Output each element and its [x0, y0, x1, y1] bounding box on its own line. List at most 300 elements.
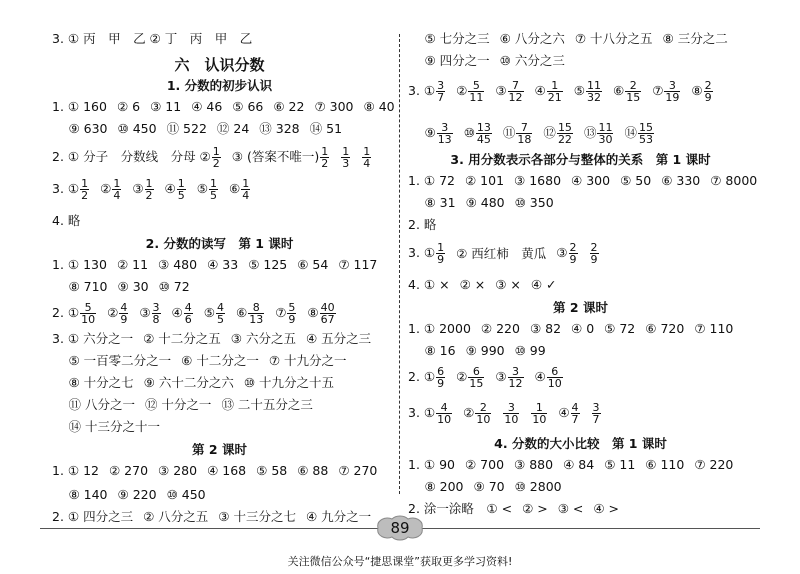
answer-item [52, 213, 80, 229]
answer-text: ⑤ 11 [604, 456, 636, 472]
fraction-denominator: 22 [557, 133, 572, 146]
answer-line [408, 320, 743, 337]
fraction [468, 366, 484, 389]
answer-text: ⑤ 72 [604, 320, 636, 336]
fraction-numerator: 1 [437, 241, 445, 254]
answer-text: ⑩ 350 [514, 194, 554, 210]
fraction-numerator: 7 [512, 79, 520, 92]
fraction-denominator: 2 [321, 157, 329, 170]
section-heading: 1. 分数的初步认识 [166, 78, 273, 93]
answer-text: ⑧ 40 [363, 98, 395, 114]
answer-text: ④ 33 [207, 256, 239, 272]
answer-item [297, 257, 328, 273]
fraction [503, 402, 519, 425]
answer-line [52, 178, 261, 201]
fraction-numerator: 11 [598, 121, 613, 134]
answer-item [593, 501, 619, 517]
answer-item [150, 99, 181, 115]
answer-text: ⑦ 8000 [710, 172, 758, 188]
fraction-denominator: 4 [363, 157, 371, 170]
answer-text: 4. 略 [52, 212, 81, 228]
answer-item [338, 257, 377, 273]
fraction [569, 242, 578, 265]
answer-text: ⑧ 710 [52, 278, 108, 294]
answer-line [408, 172, 767, 189]
answer-text: 3. ① [52, 181, 80, 196]
fraction [362, 146, 371, 169]
answer-item [172, 302, 194, 325]
fraction [704, 80, 713, 103]
fraction [112, 178, 121, 201]
answer-item [694, 321, 733, 337]
answer-item [248, 257, 287, 273]
answer-text: ⑦ [275, 305, 287, 320]
answer-line [408, 30, 738, 47]
answer-item [408, 479, 464, 495]
answer-item [165, 178, 187, 201]
answer-text: ② 270 [109, 462, 149, 478]
answer-item [314, 99, 353, 115]
answer-text: 1. ① 130 [52, 256, 107, 272]
answer-text: ④ [534, 83, 546, 98]
answer-item [408, 457, 455, 473]
fraction-numerator: 1 [113, 177, 121, 190]
answer-item [502, 402, 520, 425]
fraction [320, 146, 329, 169]
fraction-numerator: 7 [520, 121, 528, 134]
answer-text: ② [463, 405, 475, 420]
fraction [209, 178, 218, 201]
answer-item [495, 80, 524, 103]
answer-text: ④ 五分之三 [305, 330, 372, 346]
fraction-denominator: 4 [242, 189, 250, 202]
answer-text: ⑩ 72 [158, 278, 190, 294]
answer-line [52, 120, 352, 137]
answer-item [481, 321, 520, 337]
answer-text: ③ 480 [158, 256, 198, 272]
answer-text: ⑪ [502, 125, 516, 140]
fraction [436, 402, 452, 425]
answer-text: ⑧ 200 [408, 478, 464, 494]
fraction-numerator: 1 [363, 145, 371, 158]
answer-item [232, 99, 263, 115]
answer-text: ⑦ 110 [694, 320, 734, 336]
answer-text: ② 11 [116, 256, 149, 272]
fraction-numerator: 1 [145, 177, 153, 190]
answer-item [297, 463, 328, 479]
answer-item [645, 321, 684, 337]
fraction-numerator: 5 [472, 79, 480, 92]
fraction-numerator: 6 [551, 365, 559, 378]
answer-text: ④ [171, 305, 183, 320]
answer-item [556, 242, 578, 265]
answer-item [575, 31, 653, 47]
answer-item [663, 31, 728, 47]
fraction [287, 302, 296, 325]
answer-item [231, 331, 296, 347]
answer-text: ④ 300 [571, 172, 611, 188]
answer-item [558, 501, 584, 517]
fraction-numerator: 3 [507, 401, 515, 414]
answer-item [132, 178, 154, 201]
fraction-denominator: 53 [638, 133, 653, 146]
answer-text: ② 西红柿 黄瓜 [456, 245, 547, 261]
answer-text: ④ 0 [571, 320, 595, 336]
answer-item [310, 121, 342, 137]
answer-text: ③ [495, 369, 507, 384]
fraction-denominator: 9 [704, 91, 712, 104]
answer-text: ⑫ 十分之一 [144, 396, 212, 412]
fraction [436, 80, 445, 103]
answer-item [52, 99, 107, 115]
answer-text: ④ 46 [191, 98, 223, 114]
answer-item [52, 397, 135, 413]
answer-text: ② 700 [465, 456, 505, 472]
fraction-numerator: 3 [437, 79, 445, 92]
answer-item [522, 501, 548, 517]
answer-line [52, 352, 357, 369]
fraction-numerator: 5 [288, 301, 296, 314]
answer-item [531, 277, 557, 293]
answer-text: ⑪ 522 [166, 120, 207, 136]
answer-text: 3. ① [408, 245, 436, 260]
fraction-numerator: 3 [668, 79, 676, 92]
answer-item [207, 463, 246, 479]
fraction-numerator: 1 [551, 79, 559, 92]
answer-item [256, 463, 287, 479]
fraction [468, 80, 484, 103]
fraction [508, 80, 524, 103]
answer-text: ⑨ 70 [473, 478, 505, 494]
answer-item [158, 463, 197, 479]
answer-line [408, 194, 564, 211]
answer-item [361, 146, 372, 169]
fraction-numerator: 6 [472, 365, 480, 378]
answer-item [52, 331, 133, 347]
answer-text: ⑦ 117 [338, 256, 378, 272]
answer-item [571, 321, 594, 337]
answer-text: ⑬ 328 [259, 120, 300, 136]
fraction-numerator: 40 [320, 301, 335, 314]
answer-item [259, 121, 299, 137]
answer-text: 2. ① [408, 369, 436, 384]
answer-item [574, 80, 603, 103]
answer-item [100, 178, 122, 201]
answer-item [584, 122, 615, 145]
answer-item [500, 53, 565, 69]
fraction-numerator: 1 [321, 145, 329, 158]
answer-text: ⑨ 六十二分之六 [143, 374, 234, 390]
fraction-numerator: 11 [586, 79, 601, 92]
answer-text: ③ × [495, 276, 521, 292]
fraction-numerator: 3 [512, 365, 520, 378]
answer-text: ③ 六分之五 [230, 330, 296, 346]
answer-line [408, 366, 574, 389]
answer-line [408, 216, 446, 233]
answer-item [340, 146, 351, 169]
answer-item [530, 402, 548, 425]
fraction [508, 366, 524, 389]
answer-text: ⑩ 450 [117, 120, 157, 136]
answer-item [408, 277, 450, 293]
answer-text: ⑥ 88 [297, 462, 329, 478]
answer-line [408, 500, 629, 517]
answer-line [52, 30, 262, 47]
answer-item [52, 353, 171, 369]
fraction [625, 80, 641, 103]
fraction-numerator: 1 [209, 177, 217, 190]
answer-item [167, 121, 207, 137]
answer-item [495, 277, 521, 293]
answer-item [514, 173, 561, 189]
answer-text: 1. ① 90 [408, 456, 455, 472]
answer-text: ⑥ 330 [661, 172, 701, 188]
answer-text: ⑬ [583, 125, 597, 140]
answer-text: ⑧ 140 [52, 486, 108, 502]
answer-item [571, 173, 610, 189]
answer-item [191, 99, 222, 115]
answer-item [52, 419, 160, 435]
fraction [436, 366, 445, 389]
answer-text: ⑥ 八分之六 [499, 30, 565, 46]
answer-text: 3. ① [408, 83, 436, 98]
fraction-denominator: 4 [113, 189, 121, 202]
answer-item [232, 146, 330, 169]
fraction-denominator: 12 [508, 91, 523, 104]
fraction [437, 122, 453, 145]
answer-item [645, 457, 684, 473]
answer-text: 2. ① 分子 分数线 分母 ② [52, 149, 211, 164]
answer-item [500, 31, 565, 47]
fraction-denominator: 5 [209, 189, 217, 202]
answer-item [503, 122, 534, 145]
fraction-denominator: 30 [598, 133, 613, 146]
answer-text: ② 十二分之五 [143, 330, 221, 346]
answer-line [408, 242, 610, 265]
fraction [80, 178, 89, 201]
answer-item [338, 463, 377, 479]
fraction [590, 242, 599, 265]
answer-item [109, 463, 148, 479]
answer-text: ⑧ [307, 305, 319, 320]
answer-text: 1. ① 72 [408, 172, 455, 188]
answer-item [661, 173, 700, 189]
answer-item [204, 302, 226, 325]
fraction-numerator: 2 [704, 79, 712, 92]
answer-text: ② [100, 181, 112, 196]
fraction-numerator: 1 [212, 145, 220, 158]
answer-line [52, 256, 387, 273]
fraction-denominator: 7 [592, 413, 600, 426]
fraction-numerator: 2 [590, 241, 598, 254]
fraction [212, 146, 221, 169]
fraction-denominator: 10 [532, 413, 547, 426]
fraction-denominator: 21 [547, 91, 562, 104]
answer-text: ⑧ 三分之二 [662, 30, 728, 46]
answer-item [217, 121, 249, 137]
fraction [216, 302, 225, 325]
answer-text: ④ 168 [207, 462, 247, 478]
answer-line [408, 276, 567, 293]
answer-item [466, 195, 505, 211]
answer-text: ② × [459, 276, 486, 292]
answer-item [604, 321, 635, 337]
answer-text: ② 八分之五 [143, 508, 209, 524]
answer-item [535, 366, 564, 389]
fraction [592, 402, 601, 425]
answer-item [52, 509, 133, 525]
fraction-denominator: 11 [469, 91, 484, 104]
answer-item [218, 509, 296, 525]
fraction-denominator: 12 [508, 377, 523, 390]
fraction-denominator: 6 [184, 313, 192, 326]
fraction [145, 178, 154, 201]
fraction-denominator: 9 [120, 313, 128, 326]
fraction [177, 178, 186, 201]
answer-item [145, 397, 211, 413]
answer-item [181, 353, 259, 369]
answer-text: ⑤ 一百零二分之一 [52, 352, 172, 368]
fraction-denominator: 9 [437, 253, 445, 266]
answer-text: ⑦ [652, 83, 664, 98]
fraction-denominator: 2 [145, 189, 153, 202]
section-heading: 六 认识分数 [174, 56, 265, 74]
answer-item [694, 457, 733, 473]
answer-text: ③ 1680 [514, 172, 562, 188]
fraction-numerator: 15 [638, 121, 653, 134]
answer-text: ③ < [557, 500, 584, 516]
answer-text: ④ [558, 405, 570, 420]
answer-text: ⑥ [235, 305, 248, 320]
fraction-denominator: 10 [476, 413, 491, 426]
answer-text: ④ 九分之一 [305, 508, 372, 524]
answer-text: ⑨ 30 [117, 278, 149, 294]
answer-item [408, 31, 490, 47]
answer-text: ⑨ [408, 125, 436, 140]
fraction [597, 122, 613, 145]
answer-item [306, 509, 371, 525]
fraction-denominator: 67 [320, 313, 335, 326]
fraction [547, 80, 563, 103]
fraction-denominator: 45 [476, 133, 491, 146]
section-heading: 2. 分数的读写 第 1 课时 [145, 236, 294, 251]
answer-item [408, 195, 456, 211]
answer-item [118, 487, 157, 503]
fraction-denominator: 5 [216, 313, 224, 326]
answer-text: ⑥ [228, 181, 241, 196]
answer-text: ⑤ 58 [256, 462, 288, 478]
fraction-denominator: 18 [517, 133, 532, 146]
answer-item [207, 257, 238, 273]
fraction [152, 302, 161, 325]
answer-line [52, 508, 381, 525]
answer-text: ⑨ 480 [465, 194, 505, 210]
answer-line [408, 402, 612, 425]
answer-text: ⑤ 125 [248, 256, 288, 272]
column-divider [399, 34, 400, 494]
answer-text: ③ 880 [514, 456, 554, 472]
fraction-denominator: 13 [249, 313, 264, 326]
answer-item [52, 375, 134, 391]
answer-text: ⑭ [624, 125, 637, 140]
answer-text: ④ [164, 181, 176, 196]
fraction [80, 302, 96, 325]
answer-text: ⑫ 24 [216, 120, 250, 136]
answer-item [408, 173, 455, 189]
answer-item [221, 397, 312, 413]
answer-line [52, 462, 387, 479]
answer-text: 2. ① [52, 305, 80, 320]
answer-text: ④ 84 [563, 456, 595, 472]
fraction-denominator: 10 [437, 413, 452, 426]
fraction-denominator: 8 [152, 313, 160, 326]
answer-item [465, 173, 504, 189]
answer-text: ⑨ 990 [465, 342, 505, 358]
fraction [248, 302, 264, 325]
answer-text: ⑥ [612, 83, 625, 98]
fraction [664, 80, 680, 103]
fraction-numerator: 15 [557, 121, 572, 134]
answer-text: ⑩ 十九分之十五 [243, 374, 335, 390]
answer-text: ⑧ 十分之七 [52, 374, 134, 390]
answer-text: ② 101 [465, 172, 505, 188]
answer-text: ⑥ 22 [273, 98, 305, 114]
answer-line [408, 456, 743, 473]
answer-text: ⑤ 66 [232, 98, 264, 114]
answer-item [535, 80, 564, 103]
answer-line [52, 418, 170, 435]
fraction-denominator: 10 [504, 413, 519, 426]
fraction-denominator: 10 [81, 313, 96, 326]
answer-text: 2. 涂一涂略 ① < [408, 500, 513, 516]
answer-item [514, 457, 553, 473]
answer-line [52, 278, 200, 295]
answer-item [515, 195, 554, 211]
answer-text: ⑦ 270 [338, 462, 378, 478]
answer-item [495, 366, 524, 389]
answer-line [408, 80, 724, 103]
answer-item [117, 257, 148, 273]
answer-text: 3. ① 六分之一 [52, 330, 134, 346]
answer-item [710, 173, 757, 189]
fraction-numerator: 4 [216, 301, 224, 314]
fraction-numerator: 1 [535, 401, 543, 414]
fraction [586, 80, 602, 103]
answer-text: ⑧ [691, 83, 703, 98]
fraction-denominator: 32 [586, 91, 601, 104]
answer-text: ③ [132, 181, 144, 196]
answer-text: ② 220 [480, 320, 520, 336]
answer-item [306, 331, 371, 347]
fraction-numerator: 1 [342, 145, 350, 158]
answer-text: ⑥ 720 [645, 320, 685, 336]
fraction-numerator: 5 [84, 301, 92, 314]
section-heading: 第 2 课时 [192, 442, 247, 457]
fraction-numerator: 3 [441, 121, 449, 134]
page-number: 89 [390, 519, 410, 537]
answer-text: 2. ① 四分之三 [52, 508, 134, 524]
fraction [638, 122, 654, 145]
answer-text: ⑤ [196, 181, 208, 196]
answer-item [515, 343, 546, 359]
fraction-numerator: 6 [437, 365, 445, 378]
answer-line [52, 374, 344, 391]
answer-text: ⑧ 16 [408, 342, 456, 358]
fraction-denominator: 15 [626, 91, 641, 104]
answer-item [604, 457, 635, 473]
page-number-badge [372, 514, 428, 542]
fraction-numerator: 1 [177, 177, 185, 190]
